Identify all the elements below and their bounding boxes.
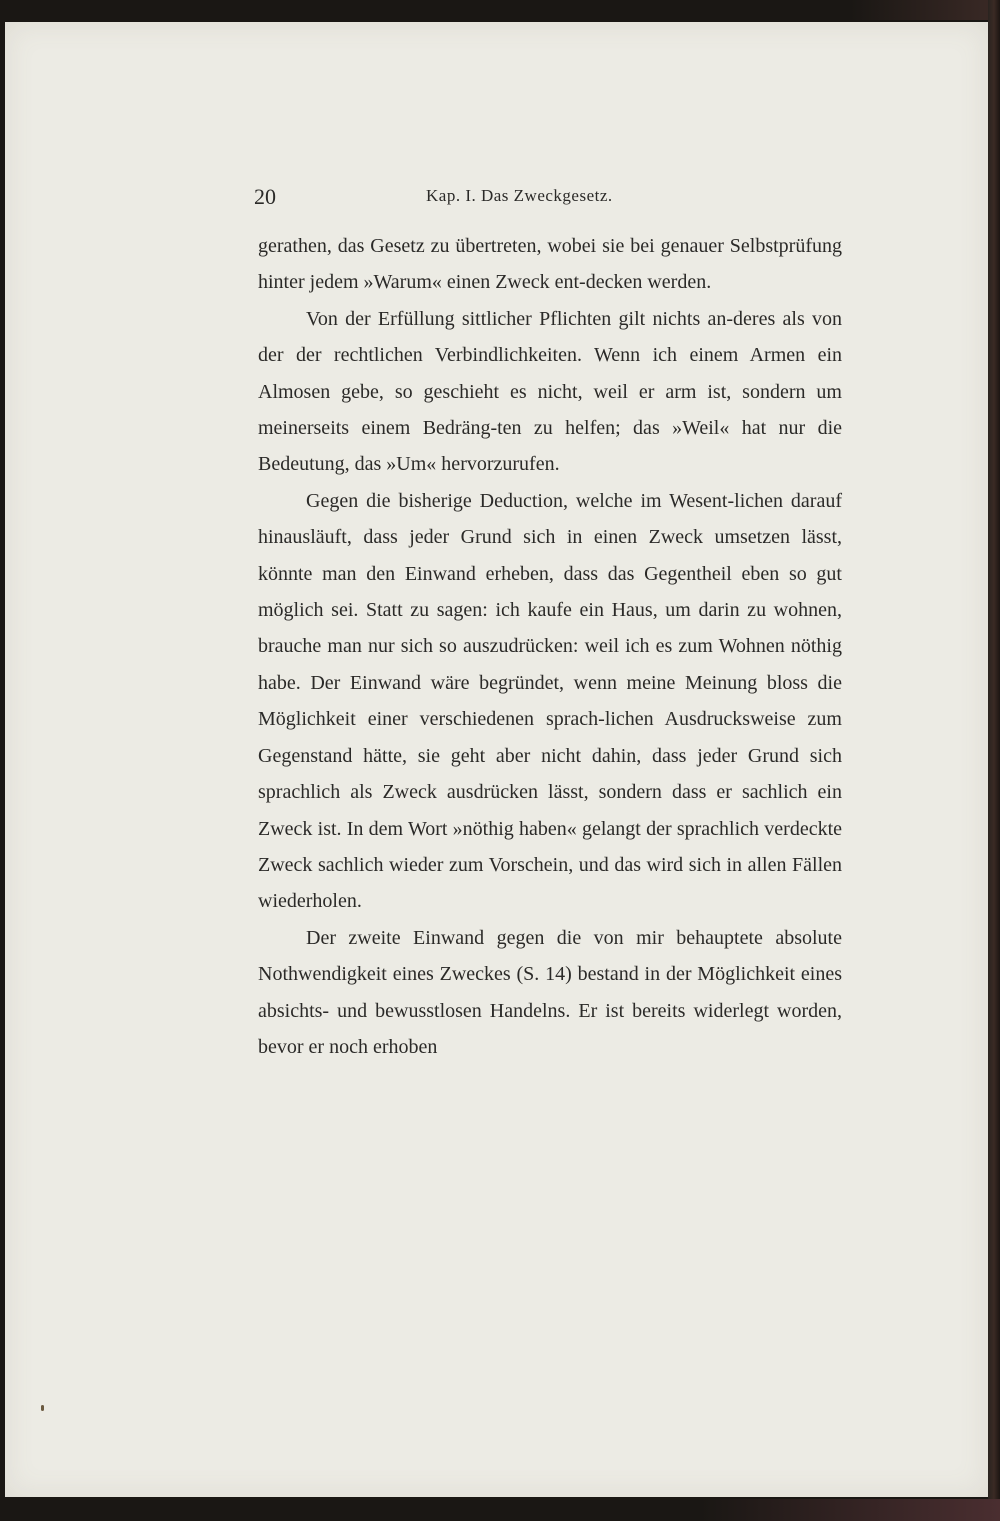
body-text [258,228,842,1065]
page-number: 20 [254,184,276,209]
book-edge-bottom [700,1499,1000,1521]
paragraph-4: Der zweite Einwand gegen die von mir behauptete absolute Nothwendigkeit eines Zweckes (S. 14) bestand in der Möglichkeit eines absichts- und bewusstlosen Handelns. Er ist bereits widerlegt worden, bevor er noch erhoben [258,926,842,1058]
paragraph-1: gerathen, das Gesetz zu übertreten, wobei sie bei genauer Selbstprüfung hinter jedem »Warum« einen Zweck ent-decken werden. [258,235,842,294]
paper-speck [41,1405,44,1411]
page-header [254,180,844,216]
paragraph-2: Von der Erfüllung sittlicher Pflichten gilt nichts an-deres als von der der rechtlichen Verbindlichkeiten. Wenn ich einem Armen ein Almosen gebe, so geschieht es nicht, weil er arm ist, sondern um meinerseits einem Bedräng-ten zu helfen; das »Weil« hat nur die Bedeutung, das »Um« hervorzurufen. [258,307,842,476]
book-edge-top [850,0,1000,20]
book-edge-right [988,0,1000,1521]
running-head: Kap. I. Das Zweckgesetz. [426,186,613,205]
paragraph-3: Gegen die bisherige Deduction, welche im Wesent-lichen darauf hinausläuft, dass jeder Grund sich in einen Zweck umsetzen lässt, könnte man den Einwand erheben, dass das Gegentheil eben so gut möglich sei. Statt zu sagen: ich kaufe ein Haus, um darin zu wohnen, brauche man nur sich so auszudrücken: weil ich es zum Wohnen nöthig habe. Der Einwand wäre begründet, wenn meine Meinung bloss die Möglichkeit einer verschiedenen sprach-lichen Ausdrucksweise zum Gegenstand hätte, sie geht aber nicht dahin, dass jeder Grund sich sprachlich als Zweck ausdrücken lässt, sondern dass er sachlich ein Zweck ist. In dem Wort »nöthig haben« gelangt der sprachlich verdeckte Zweck sachlich wieder zum Vorschein, und das wird sich in allen Fällen wiederholen. [258,489,842,913]
